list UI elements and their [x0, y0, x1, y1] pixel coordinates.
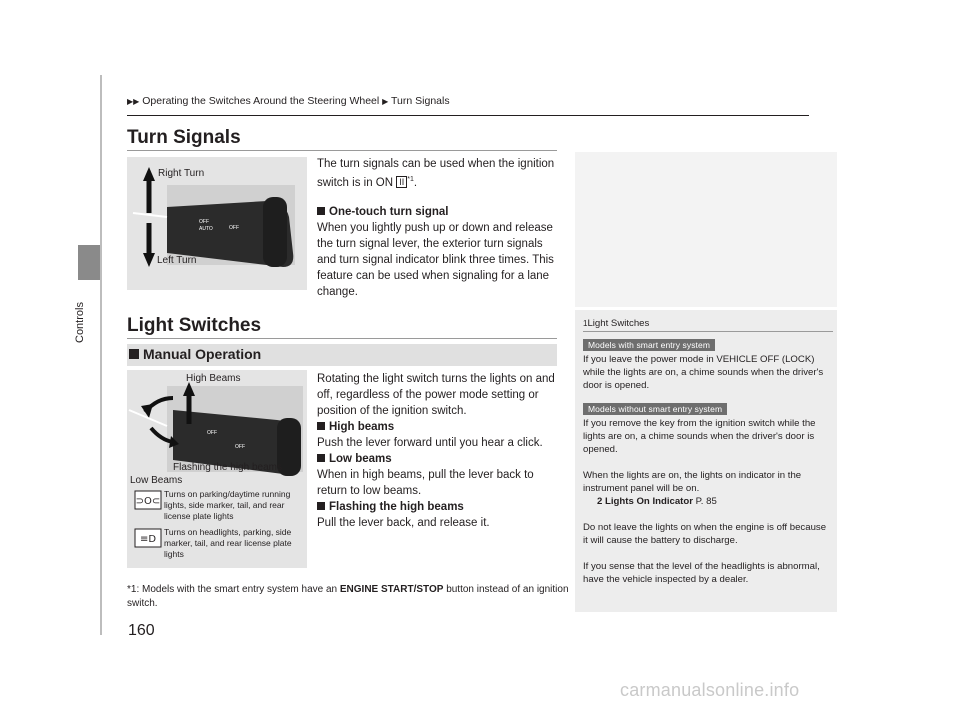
note-text-2: If you remove the key from the ignition switch while the lights are on, a chime sounds when the driver's door is opened. [583, 418, 816, 455]
breadcrumb-arrow-icon: ▶ [382, 97, 389, 106]
note-title [583, 318, 649, 329]
section-tab [78, 245, 100, 280]
turn-signal-figure [127, 157, 307, 290]
svg-text:AUTO: AUTO [199, 226, 213, 232]
low-beams-subhead [317, 451, 559, 467]
badge-smart-entry: Models with smart entry system [583, 339, 715, 351]
light-switches-intro: Rotating the light switch turns the lights on and off, regardless of the power mode setting or position of the ignition switch. [317, 373, 555, 417]
note-rule [583, 331, 833, 332]
one-touch-subhead-text: One-touch turn signal [329, 205, 449, 218]
high-beams-label: High Beams [186, 373, 241, 384]
high-beams-subhead-text: High beams [329, 421, 395, 433]
xref-arrow-icon: 2 [597, 496, 603, 507]
legend-headlight-text: Turns on headlights, parking, side marker, tail, and rear license plate lights [164, 527, 292, 559]
bullet-square-icon [129, 349, 139, 359]
svg-text:OFF: OFF [207, 430, 217, 436]
note-text-3: When the lights are on, the lights on indicator in the instrument panel will be on. [583, 470, 802, 494]
section-label: Controls [74, 302, 86, 344]
high-beams-subhead [317, 419, 559, 435]
footnote [127, 583, 572, 611]
note-text-5: If you sense that the level of the headlights is abnormal, have the vehicle inspected by a dealer. [583, 561, 820, 585]
title-rule [127, 150, 557, 151]
link-label[interactable]: Lights On Indicator [605, 496, 693, 507]
bullet-square-icon [317, 207, 325, 215]
one-touch-body: When you lightly push up or down and release the turn signal lever, the exterior turn signals and turn signal indicator blink three times. This feature can be used when signaling for a lane change. [317, 221, 554, 298]
link-page[interactable]: P. 85 [695, 496, 717, 507]
legend-parking-text: Turns on parking/daytime running lights, side marker, tail, and rear license plate lights [164, 489, 291, 521]
parking-light-icon [134, 490, 162, 510]
footnote-text-b: button instead of an ignition switch. [127, 584, 569, 609]
note-ref-icon: 1 [583, 319, 588, 328]
footnote-ref: *1 [407, 176, 414, 183]
page-number: 160 [128, 622, 155, 639]
manual-operation-heading: Manual Operation [143, 346, 262, 362]
footnote-bold: ENGINE START/STOP [339, 584, 444, 595]
flash-body: Pull the lever back, and release it. [317, 517, 490, 529]
note-panel [575, 310, 837, 612]
flash-subhead [317, 499, 559, 515]
flash-high-beams-label: Flashing the high beams [173, 462, 282, 473]
note-panel-upper [575, 152, 837, 307]
one-touch-subhead [317, 204, 559, 220]
svg-text:OFF: OFF [235, 444, 245, 450]
side-divider [100, 75, 102, 635]
flash-subhead-text: Flashing the high beams [329, 501, 464, 513]
svg-text:≡D: ≡D [139, 534, 157, 545]
intro-end: . [413, 176, 418, 189]
svg-text:⊃O⊂: ⊃O⊂ [135, 496, 161, 507]
breadcrumb-arrow-icon: ▶▶ [127, 97, 140, 106]
right-turn-label: Right Turn [158, 168, 205, 179]
badge-no-smart-entry: Models without smart entry system [583, 403, 727, 415]
light-switches-title: Light Switches [127, 315, 262, 336]
note-title-text: Light Switches [587, 318, 650, 329]
high-beams-body: Push the lever forward until you hear a click. [317, 437, 543, 449]
ignition-position-icon: II [396, 176, 407, 188]
breadcrumb-item-1[interactable]: Operating the Switches Around the Steering Wheel [142, 95, 380, 107]
turn-signals-text [317, 156, 559, 300]
headlight-icon [134, 528, 162, 548]
note-text-4: Do not leave the lights on when the engine is off because it will cause the battery to discharge. [583, 522, 827, 546]
note-text-1: If you leave the power mode in VEHICLE OFF (LOCK) while the lights are on, a chime sounds when the driver's door is opened. [583, 354, 824, 391]
svg-text:OFF: OFF [199, 219, 209, 225]
watermark: carmanualsonline.info [620, 680, 800, 700]
turn-signals-title: Turn Signals [127, 127, 241, 148]
low-beams-subhead-text: Low beams [329, 453, 392, 465]
bullet-square-icon [317, 502, 325, 510]
low-beams-label: Low Beams [130, 475, 183, 486]
bullet-square-icon [317, 422, 325, 430]
footnote-text-a: *1: Models with the smart entry system have an [127, 584, 338, 595]
light-switches-text [317, 371, 559, 531]
low-beams-body: When in high beams, pull the lever back to return to low beams. [317, 469, 534, 497]
light-switch-figure [127, 370, 307, 568]
svg-text:OFF: OFF [229, 225, 239, 231]
breadcrumb [127, 95, 450, 107]
turn-signals-intro: The turn signals can be used when the ignition switch is in ON [317, 158, 555, 189]
title-rule [127, 338, 557, 339]
header-rule [127, 115, 809, 116]
turn-signal-lever-illustration [127, 157, 307, 290]
bullet-square-icon [317, 454, 325, 462]
manual-operation-bar [127, 344, 557, 366]
lights-on-indicator-link[interactable] [583, 495, 833, 508]
breadcrumb-item-2[interactable]: Turn Signals [391, 95, 450, 107]
left-turn-label: Left Turn [157, 255, 197, 266]
